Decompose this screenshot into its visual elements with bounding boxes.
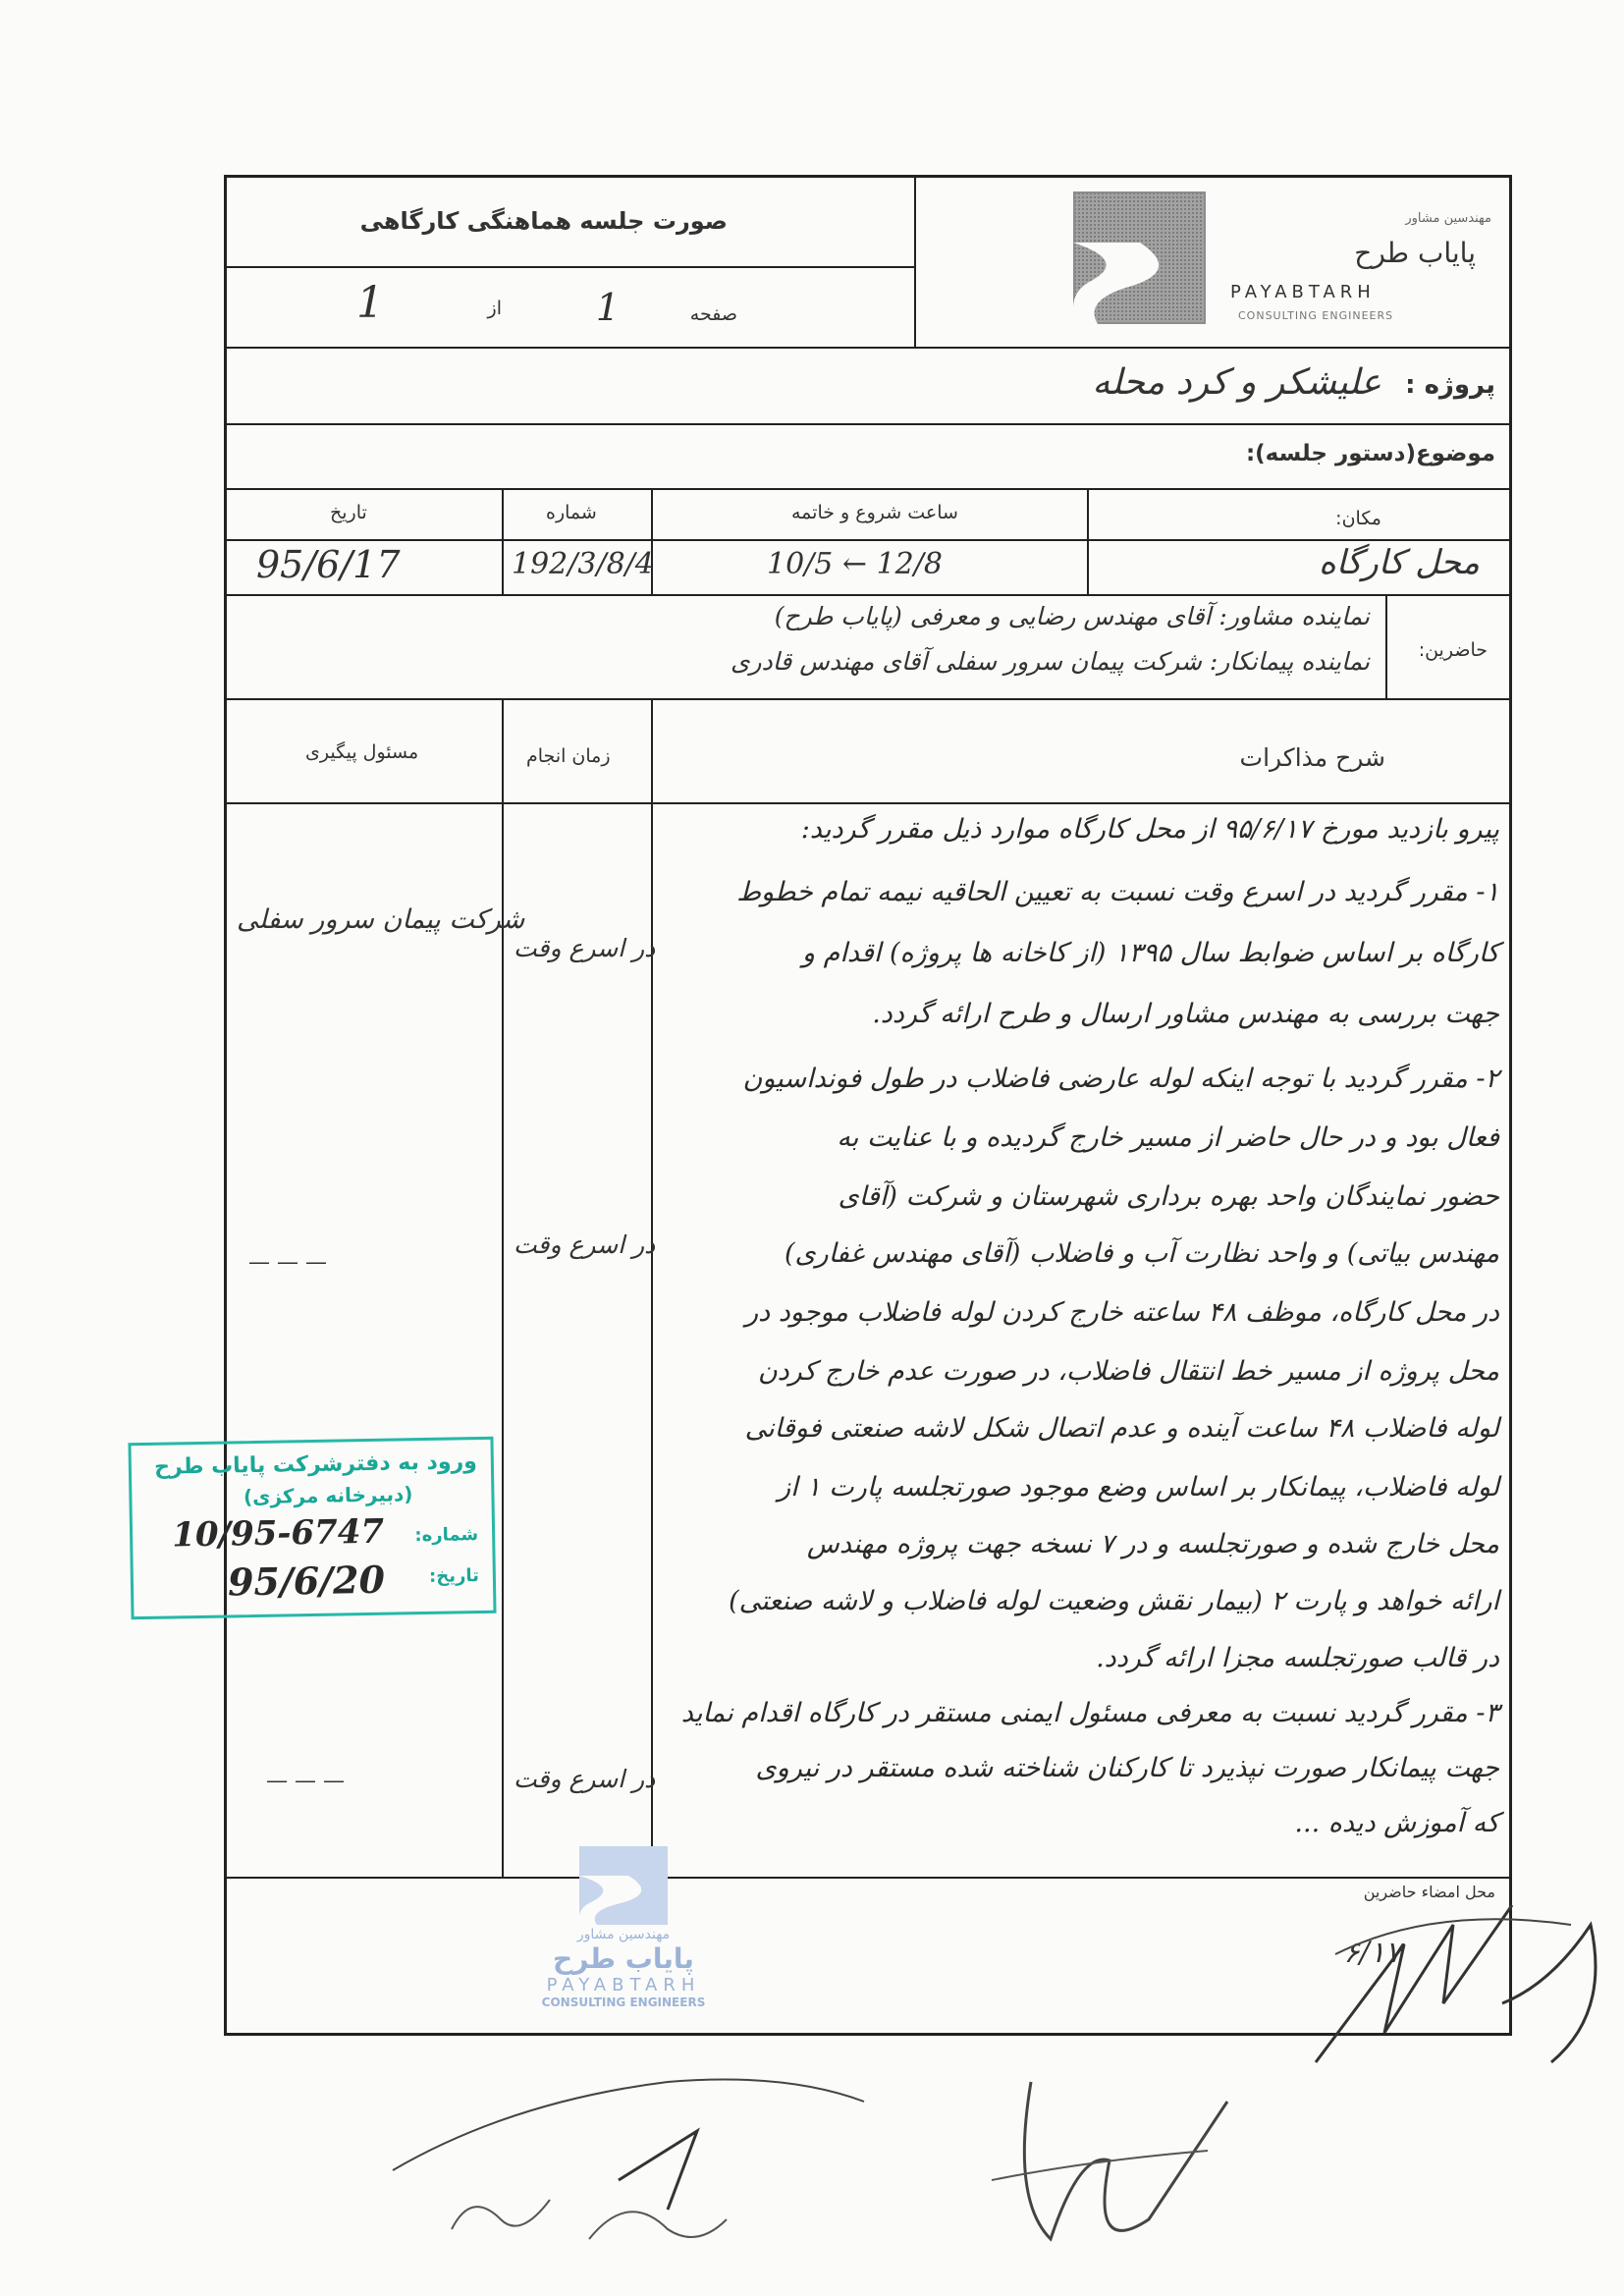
meeting-minutes-form (224, 175, 1512, 2036)
date-label: تاریخ (330, 502, 367, 523)
logo-mark-icon (1073, 191, 1206, 324)
project-label: پروژه : (1405, 370, 1495, 400)
signatures-date: ۶/۱۷ (1343, 1936, 1401, 1970)
stamp-title: ورود به دفترشرکت پایاب طرح (153, 1449, 478, 1480)
note-line: ۳- مقرر گردید نسبت به معرفی مسئول ایمنی مستقر در کارگاه اقدام نماید (680, 1698, 1499, 1728)
watermark-logo-icon (579, 1846, 668, 1925)
page-total: 1 (356, 278, 384, 328)
time-cell: در اسرع وقت (514, 934, 656, 962)
attendees-consultant: نماینده مشاور: آقای مهندس رضایی و معرفی (پایاب طرح) (774, 602, 1370, 630)
responsible-cell: شرکت پیمان سرور سفلی (237, 904, 525, 935)
responsible-cell: — — — (248, 1250, 327, 1275)
note-line: جهت پیمانکار صورت نپذیرد تا کارکنان شناخته شده مستقر در نیروی (755, 1753, 1499, 1783)
project-row (227, 349, 1509, 423)
note-line: ۲- مقرر گردید با توجه اینکه لوله عارضی فاضلاب در طول فونداسیون (742, 1064, 1499, 1094)
signature-icon (1257, 1866, 1624, 2102)
note-line: ۱- مقرر گردید در اسرع وقت نسبت به تعیین الحاقیه نیمه تمام خطوط (736, 877, 1499, 907)
of-label: از (487, 298, 502, 319)
stamp-number-value: 10/95-6747 (171, 1511, 385, 1556)
stamp-subtitle: (دبیرخانه مرکزی) (243, 1482, 413, 1509)
logo-en-name: PAYABTARH (1230, 282, 1376, 302)
stamp-number-label: شماره: (414, 1524, 479, 1547)
time-label: ساعت شروع و خاتمه (791, 502, 958, 523)
number-label: شماره (546, 502, 597, 523)
place-value: محل کارگاه (1318, 543, 1480, 582)
receipt-stamp (128, 1437, 496, 1619)
subject-label: موضوع(دستور جلسه): (1245, 441, 1495, 466)
note-line: در قالب صورتجلسه مجزا ارائه گردد. (1096, 1643, 1499, 1673)
note-line: محل خارج شده و صورتجلسه و در ۷ نسخه جهت پروژه مهندس (806, 1529, 1499, 1559)
note-line: پیرو بازدید مورخ ۹۵/۶/۱۷ از محل کارگاه موارد ذیل مقرر گردید: (800, 814, 1499, 845)
logo-fa-name: پایاب طرح (1354, 237, 1476, 269)
form-title-text: صورت جلسه هماهنگی کارگاهی (359, 207, 728, 235)
stamp-date-value: 95/6/20 (227, 1557, 386, 1605)
note-line: لوله فاضلاب، پیمانکار بر اساس وضع موجود صورتجلسه پارت ۱ از (778, 1472, 1499, 1503)
company-watermark (511, 1846, 736, 2009)
watermark-en-name: PAYABTARH (546, 1975, 701, 1995)
page-numbering (227, 268, 914, 347)
date-value: 95/6/17 (256, 543, 401, 586)
signatures-label: محل امضاء حاضرین (1363, 1883, 1495, 1901)
time-cell: در اسرع وقت (514, 1765, 656, 1793)
time-header: زمان انجام (526, 745, 611, 767)
time-cell: در اسرع وقت (514, 1230, 656, 1259)
company-logo (916, 178, 1515, 347)
responsible-header: مسئول پیگیری (305, 741, 419, 763)
note-line: ارائه خواهد و پارت ۲ (بیمار نقش وضعیت لوله فاضلاب و لاشه صنعتی) (729, 1586, 1499, 1616)
note-line: کارگاه بر اساس ضوابط سال ۱۳۹۵ (از کاخانه ها پروژه) اقدام و (801, 938, 1499, 968)
attendees-contractor: نماینده پیمانکار: شرکت پیمان سرور سفلی آقای مهندس قادری (730, 647, 1370, 676)
note-line: محل پروژه از مسیر خط انتقال فاضلاب، در صورت عدم خارج کردن (757, 1356, 1499, 1387)
logo-en-sub: CONSULTING ENGINEERS (1238, 309, 1394, 322)
time-value: 10/5 ← 12/8 (767, 547, 943, 581)
page-label: صفحه (689, 303, 737, 325)
note-line: مهندس بیاتی) و واحد نظارت آب و فاضلاب (آقای مهندس غفاری) (785, 1238, 1499, 1269)
form-title (227, 178, 914, 266)
note-line: در محل کارگاه، موظف ۴۸ ساعته خارج کردن لوله فاضلاب موجود در (745, 1297, 1499, 1328)
note-line: جهت بررسی به مهندس مشاور ارسال و طرح ارائه گردد. (872, 999, 1499, 1029)
place-label: مکان: (1335, 508, 1381, 529)
logo-fa-small: مهندسین مشاور (1405, 211, 1491, 226)
attendees-label: حاضرین: (1418, 639, 1488, 661)
number-value: 192/3/8/4 (512, 547, 654, 581)
watermark-fa-small: مهندسین مشاور (576, 1927, 671, 1942)
notes-body (659, 806, 1509, 1867)
subject-row (227, 425, 1509, 494)
watermark-en-sub: CONSULTING ENGINEERS (541, 1995, 706, 2009)
watermark-fa-name: پایاب طرح (553, 1942, 694, 1975)
signature-icon (373, 2043, 884, 2269)
description-header: شرح مذاکرات (1239, 743, 1385, 772)
note-line: حضور نمایندگان واحد بهره برداری شهرستان و شرکت (آقای (838, 1181, 1499, 1212)
note-line: که آموزش دیده ... (1294, 1808, 1499, 1838)
note-line: فعال بود و در حال حاضر از مسیر خارج گردیده و با عنایت به (837, 1122, 1499, 1153)
responsible-cell: — — — (266, 1769, 345, 1793)
signature-icon (972, 2043, 1267, 2288)
page-number: 1 (595, 286, 620, 329)
note-line: لوله فاضلاب ۴۸ ساعت آینده و عدم اتصال شکل لاشه صنعتی فوقانی (744, 1413, 1499, 1444)
stamp-date-label: تاریخ: (428, 1565, 480, 1587)
project-value: علیشکر و کرد محله (1092, 362, 1381, 403)
